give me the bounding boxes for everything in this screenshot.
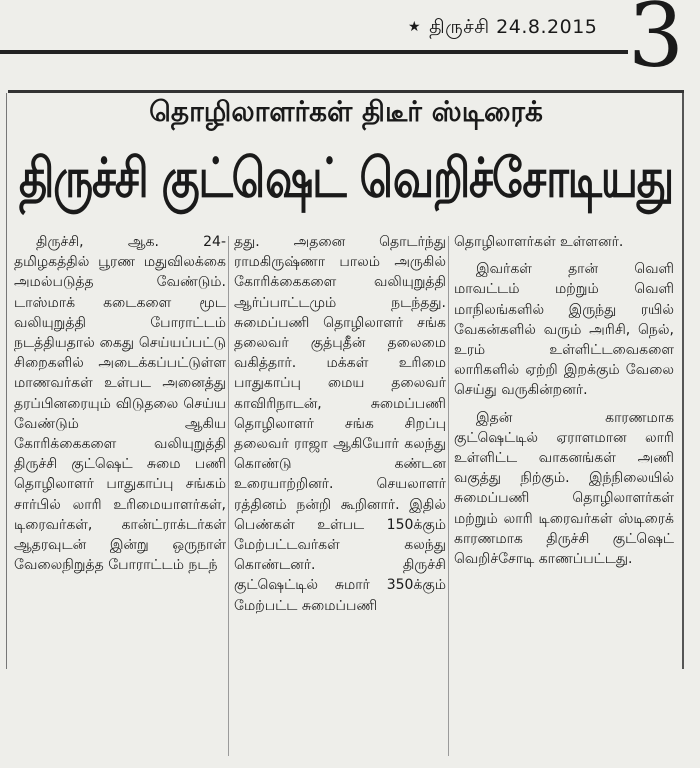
masthead-rule xyxy=(0,50,628,54)
article-column-3 xyxy=(454,232,674,662)
dateline-text: திருச்சி 24.8.2015 xyxy=(429,16,598,38)
article-paragraph: இதன் காரணமாக குட்ஷெட்டில் ஏராளமான லாரி உள்ளிட்ட வாகனங்கள் அணி வகுத்து நிற்கும். இந்நிலையில் சுமைப்பணி தொழிலாளர்கள் மற்றும் லாரி டிரைவர்கள் ஸ்டிரைக் காரணமாக திருச்சி குட்ஷெட் வெறிச்சோடி காணப்பட்டது. xyxy=(454,409,674,568)
article-paragraph: தது. அதனை தொடர்ந்து ராமகிருஷ்ணா பாலம் அருகில் கோரிக்கைகளை வலியுறுத்தி ஆர்ப்பாட்டமும் நடந்தது. சுமைப்பணி தொழிலாளர் சங்க தலைவர் குத்புதீன் தலைமை வகித்தார். மக்கள் உரிமை பாதுகாப்பு மைய தலைவர் காவிரிநாடன், சுமைப்பணி தொழிலாளர் சங்க சிறப்பு தலைவர் ராஜா ஆகியோர் கலந்து கொண்டு கண்டன உரையாற்றினர். செயலாளர் ரத்தினம் நன்றி கூறினார். இதில் பெண்கள் உள்பட 150க்கும் மேற்பட்டவர்கள் கலந்து கொண்டனர். திருச்சி குட்ஷெட்டில் சுமார் 350க்கும் மேற்பட்ட சுமைப்பணி xyxy=(234,234,446,614)
article-paragraph: இவர்கள் தான் வெளி மாவட்டம் மற்றும் வெளி மாநிலங்களில் இருந்து ரயில் வேகன்களில் வரும் அரிசி, நெல், உரம் உள்ளிட்டவைகளை லாரிகளில் ஏற்றி இறக்கும் வேலை செய்து வருகின்றனர். xyxy=(454,261,674,399)
frame-left-rule xyxy=(6,93,7,669)
column-divider xyxy=(448,236,449,756)
page-number: 3 xyxy=(628,0,684,87)
dateline xyxy=(408,16,597,41)
article-body xyxy=(8,232,684,768)
article-column-1 xyxy=(14,232,226,662)
article-paragraph: திருச்சி, ஆக. 24- தமிழகத்தில் பூரண மதுவிலக்கை அமல்படுத்த வேண்டும். டாஸ்மாக் கடைகளை மூட வலியுறுத்தி போராட்டம் நடத்தியதால் கைது செய்யப்பட்டு சிறைகளில் அடைக்கப்பட்டுள்ள மாணவர்கள் உள்பட அனைத்து தரப்பினரையும் விடுதலை செய்ய வேண்டும் ஆகிய கோரிக்கைகளை வலியுறுத்தி திருச்சி குட்ஷெட் சுமை பணி தொழிலாளர் பாதுகாப்பு சங்கம் சார்பில் லாரி உரிமையாளர்கள், டிரைவர்கள், கான்ட்ராக்டர்கள் ஆதரவுடன் இன்று ஒருநாள் வேலைநிறுத்த போராட்டம் நடந் xyxy=(14,234,226,574)
star-icon: ★ xyxy=(408,19,422,35)
article-paragraph: தொழிலாளர்கள் உள்ளனர். xyxy=(454,234,624,250)
column-divider xyxy=(228,236,229,756)
article-headline: திருச்சி குட்ஷெட் வெறிச்சோடியது xyxy=(18,147,674,211)
article-kicker: தொழிலாளர்கள் திடீர் ஸ்டிரைக் xyxy=(149,95,543,128)
masthead xyxy=(0,0,700,87)
article-column-2 xyxy=(234,232,446,662)
